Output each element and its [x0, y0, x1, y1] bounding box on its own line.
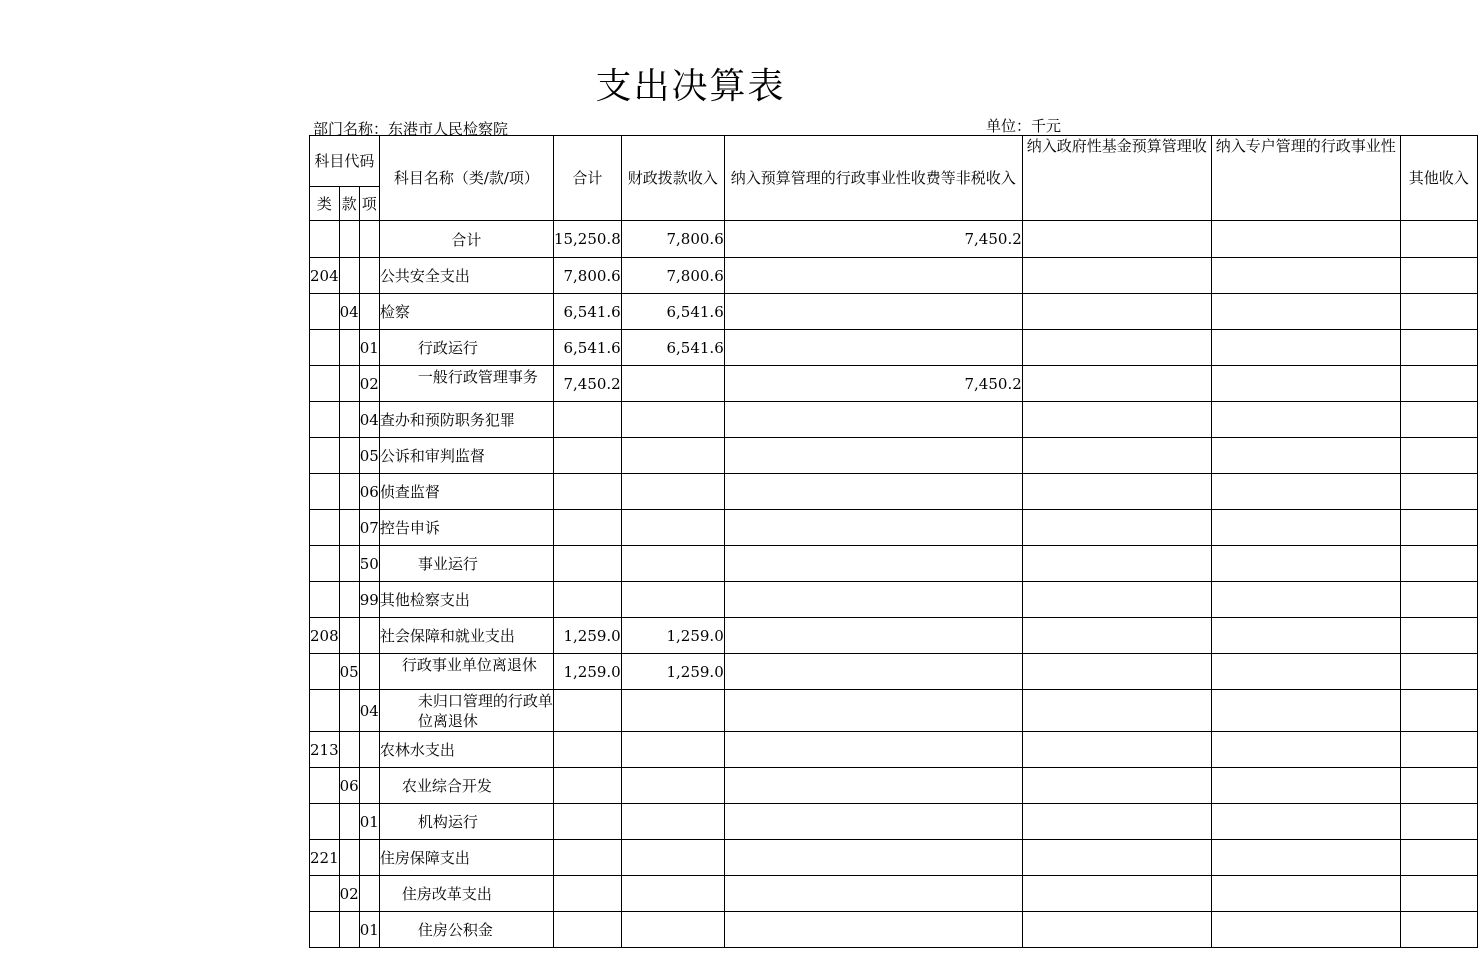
cell-other	[1400, 294, 1477, 330]
cell-lei	[310, 474, 340, 510]
expenditure-table	[309, 135, 1478, 948]
header-total: 合计	[553, 136, 621, 221]
cell-other	[1400, 690, 1477, 732]
cell-kuan	[339, 546, 359, 582]
table-row	[310, 654, 1478, 690]
cell-fiscal	[621, 474, 724, 510]
cell-total: 6,541.6	[553, 294, 621, 330]
cell-lei	[310, 366, 340, 402]
cell-fiscal: 7,800.6	[621, 221, 724, 258]
cell-lei	[310, 654, 340, 690]
cell-budget-nontax	[724, 732, 1022, 768]
cell-special	[1211, 438, 1400, 474]
cell-subject-name: 行政事业单位离退休	[379, 654, 553, 690]
cell-fiscal	[621, 510, 724, 546]
table-row	[310, 294, 1478, 330]
cell-other	[1400, 912, 1477, 948]
cell-other	[1400, 768, 1477, 804]
cell-xiang: 06	[359, 474, 379, 510]
cell-budget-nontax	[724, 474, 1022, 510]
cell-fiscal	[621, 366, 724, 402]
cell-budget-nontax	[724, 804, 1022, 840]
cell-lei	[310, 690, 340, 732]
cell-special	[1211, 258, 1400, 294]
cell-other	[1400, 876, 1477, 912]
cell-gov-fund	[1022, 221, 1211, 258]
cell-kuan	[339, 840, 359, 876]
cell-other	[1400, 654, 1477, 690]
cell-lei	[310, 876, 340, 912]
cell-lei	[310, 438, 340, 474]
cell-gov-fund	[1022, 582, 1211, 618]
table-row	[310, 876, 1478, 912]
cell-budget-nontax	[724, 876, 1022, 912]
cell-xiang	[359, 840, 379, 876]
cell-special	[1211, 768, 1400, 804]
header-lei: 类	[310, 187, 340, 221]
cell-gov-fund	[1022, 546, 1211, 582]
cell-total: 6,541.6	[553, 330, 621, 366]
cell-lei	[310, 221, 340, 258]
cell-kuan: 02	[339, 876, 359, 912]
cell-fiscal	[621, 804, 724, 840]
cell-total	[553, 402, 621, 438]
cell-xiang	[359, 618, 379, 654]
cell-gov-fund	[1022, 690, 1211, 732]
cell-gov-fund	[1022, 366, 1211, 402]
cell-special	[1211, 510, 1400, 546]
cell-gov-fund	[1022, 840, 1211, 876]
department-name: 部门名称：东港市人民检察院	[313, 120, 509, 138]
cell-gov-fund	[1022, 876, 1211, 912]
cell-lei	[310, 546, 340, 582]
cell-total	[553, 582, 621, 618]
cell-special	[1211, 732, 1400, 768]
cell-kuan	[339, 438, 359, 474]
cell-kuan	[339, 690, 359, 732]
cell-subject-name: 检察	[379, 294, 553, 330]
table-row	[310, 618, 1478, 654]
table-row	[310, 690, 1478, 732]
cell-kuan: 04	[339, 294, 359, 330]
cell-lei	[310, 402, 340, 438]
cell-other	[1400, 474, 1477, 510]
cell-subject-name: 侦查监督	[379, 474, 553, 510]
table-row	[310, 438, 1478, 474]
cell-fiscal	[621, 768, 724, 804]
cell-fiscal: 1,259.0	[621, 654, 724, 690]
cell-subject-name: 住房公积金	[379, 912, 553, 948]
cell-xiang	[359, 876, 379, 912]
cell-fiscal: 6,541.6	[621, 294, 724, 330]
cell-budget-nontax: 7,450.2	[724, 366, 1022, 402]
cell-xiang: 01	[359, 912, 379, 948]
cell-gov-fund	[1022, 330, 1211, 366]
cell-fiscal	[621, 876, 724, 912]
cell-special	[1211, 804, 1400, 840]
cell-other	[1400, 804, 1477, 840]
cell-budget-nontax: 7,450.2	[724, 221, 1022, 258]
cell-total: 1,259.0	[553, 654, 621, 690]
cell-xiang	[359, 294, 379, 330]
cell-subject-name: 农林水支出	[379, 732, 553, 768]
table-row	[310, 474, 1478, 510]
header-budget-nontax: 纳入预算管理的行政事业性收费等非税收入	[724, 136, 1022, 221]
cell-gov-fund	[1022, 732, 1211, 768]
cell-fiscal	[621, 582, 724, 618]
cell-subject-name: 控告申诉	[379, 510, 553, 546]
cell-subject-name: 住房保障支出	[379, 840, 553, 876]
header-xiang: 项	[359, 187, 379, 221]
cell-kuan: 06	[339, 768, 359, 804]
cell-subject-name: 其他检察支出	[379, 582, 553, 618]
cell-xiang	[359, 221, 379, 258]
cell-gov-fund	[1022, 402, 1211, 438]
cell-kuan: 05	[339, 654, 359, 690]
cell-subject-name: 社会保障和就业支出	[379, 618, 553, 654]
cell-other	[1400, 618, 1477, 654]
cell-xiang	[359, 768, 379, 804]
header-kuan: 款	[339, 187, 359, 221]
cell-xiang: 99	[359, 582, 379, 618]
cell-kuan	[339, 510, 359, 546]
cell-budget-nontax	[724, 546, 1022, 582]
cell-kuan	[339, 330, 359, 366]
cell-budget-nontax	[724, 840, 1022, 876]
cell-kuan	[339, 258, 359, 294]
table-row	[310, 510, 1478, 546]
cell-gov-fund	[1022, 258, 1211, 294]
cell-fiscal	[621, 438, 724, 474]
cell-other	[1400, 732, 1477, 768]
cell-fiscal: 1,259.0	[621, 618, 724, 654]
cell-special	[1211, 366, 1400, 402]
cell-lei	[310, 768, 340, 804]
table-row	[310, 402, 1478, 438]
cell-other	[1400, 366, 1477, 402]
cell-kuan	[339, 402, 359, 438]
cell-subject-name: 农业综合开发	[379, 768, 553, 804]
cell-total: 7,450.2	[553, 366, 621, 402]
table-row	[310, 912, 1478, 948]
cell-budget-nontax	[724, 510, 1022, 546]
cell-lei: 213	[310, 732, 340, 768]
cell-budget-nontax	[724, 258, 1022, 294]
table-row	[310, 840, 1478, 876]
page-title: 支出决算表	[595, 66, 786, 107]
cell-total	[553, 474, 621, 510]
cell-other	[1400, 221, 1477, 258]
cell-lei: 221	[310, 840, 340, 876]
cell-kuan	[339, 221, 359, 258]
cell-other	[1400, 546, 1477, 582]
cell-other	[1400, 510, 1477, 546]
cell-gov-fund	[1022, 510, 1211, 546]
cell-fiscal	[621, 690, 724, 732]
cell-other	[1400, 258, 1477, 294]
cell-special	[1211, 840, 1400, 876]
table-body	[310, 221, 1478, 948]
cell-special	[1211, 330, 1400, 366]
cell-xiang: 02	[359, 366, 379, 402]
cell-special	[1211, 294, 1400, 330]
table-row	[310, 330, 1478, 366]
cell-xiang: 04	[359, 690, 379, 732]
table-row	[310, 546, 1478, 582]
cell-gov-fund	[1022, 294, 1211, 330]
cell-other	[1400, 402, 1477, 438]
cell-kuan	[339, 474, 359, 510]
cell-subject-name: 一般行政管理事务	[379, 366, 553, 402]
header-other-income: 其他收入	[1400, 136, 1477, 221]
cell-xiang: 01	[359, 804, 379, 840]
table-row	[310, 582, 1478, 618]
cell-budget-nontax	[724, 654, 1022, 690]
cell-total	[553, 438, 621, 474]
cell-fiscal	[621, 912, 724, 948]
cell-gov-fund	[1022, 474, 1211, 510]
cell-budget-nontax	[724, 690, 1022, 732]
cell-fiscal	[621, 402, 724, 438]
unit-label: 单位：千元	[986, 117, 1062, 135]
table-row	[310, 768, 1478, 804]
cell-special	[1211, 876, 1400, 912]
cell-subject-name: 公共安全支出	[379, 258, 553, 294]
cell-kuan	[339, 804, 359, 840]
cell-subject-name: 机构运行	[379, 804, 553, 840]
cell-fiscal	[621, 546, 724, 582]
cell-fiscal	[621, 732, 724, 768]
cell-gov-fund	[1022, 654, 1211, 690]
cell-special	[1211, 474, 1400, 510]
cell-lei	[310, 510, 340, 546]
cell-xiang: 05	[359, 438, 379, 474]
cell-lei	[310, 582, 340, 618]
table-row	[310, 732, 1478, 768]
cell-lei	[310, 804, 340, 840]
header-gov-fund: 纳入政府性基金预算管理收	[1022, 136, 1211, 221]
cell-budget-nontax	[724, 618, 1022, 654]
cell-total: 15,250.8	[553, 221, 621, 258]
cell-subject-name: 合计	[379, 221, 553, 258]
cell-gov-fund	[1022, 804, 1211, 840]
cell-budget-nontax	[724, 768, 1022, 804]
table-row	[310, 366, 1478, 402]
cell-fiscal: 6,541.6	[621, 330, 724, 366]
header-code-group: 科目代码	[310, 136, 380, 187]
cell-budget-nontax	[724, 438, 1022, 474]
header-subject-name: 科目名称（类/款/项）	[379, 136, 553, 221]
cell-other	[1400, 840, 1477, 876]
cell-subject-name: 住房改革支出	[379, 876, 553, 912]
cell-budget-nontax	[724, 294, 1022, 330]
cell-special	[1211, 402, 1400, 438]
cell-lei: 204	[310, 258, 340, 294]
cell-budget-nontax	[724, 330, 1022, 366]
cell-budget-nontax	[724, 912, 1022, 948]
table-row	[310, 258, 1478, 294]
cell-subject-name: 未归口管理的行政单位离退休	[379, 690, 553, 732]
cell-kuan	[339, 912, 359, 948]
cell-xiang: 01	[359, 330, 379, 366]
cell-xiang: 07	[359, 510, 379, 546]
cell-special	[1211, 546, 1400, 582]
cell-total	[553, 546, 621, 582]
cell-gov-fund	[1022, 912, 1211, 948]
header-fiscal-appropriation: 财政拨款收入	[621, 136, 724, 221]
cell-special	[1211, 582, 1400, 618]
cell-lei	[310, 294, 340, 330]
cell-xiang	[359, 732, 379, 768]
cell-subject-name: 公诉和审判监督	[379, 438, 553, 474]
cell-lei	[310, 912, 340, 948]
cell-other	[1400, 438, 1477, 474]
cell-special	[1211, 221, 1400, 258]
cell-subject-name: 查办和预防职务犯罪	[379, 402, 553, 438]
cell-xiang	[359, 258, 379, 294]
cell-gov-fund	[1022, 438, 1211, 474]
cell-fiscal	[621, 840, 724, 876]
cell-total: 1,259.0	[553, 618, 621, 654]
cell-budget-nontax	[724, 582, 1022, 618]
cell-total	[553, 732, 621, 768]
cell-other	[1400, 330, 1477, 366]
cell-gov-fund	[1022, 618, 1211, 654]
cell-special	[1211, 912, 1400, 948]
cell-kuan	[339, 582, 359, 618]
cell-lei: 208	[310, 618, 340, 654]
cell-total	[553, 840, 621, 876]
header-special-account: 纳入专户管理的行政事业性	[1211, 136, 1400, 221]
cell-budget-nontax	[724, 402, 1022, 438]
cell-lei	[310, 330, 340, 366]
table-row	[310, 221, 1478, 258]
cell-kuan	[339, 618, 359, 654]
cell-kuan	[339, 366, 359, 402]
cell-total	[553, 804, 621, 840]
cell-xiang: 50	[359, 546, 379, 582]
cell-subject-name: 事业运行	[379, 546, 553, 582]
cell-total	[553, 510, 621, 546]
cell-total	[553, 912, 621, 948]
cell-total	[553, 768, 621, 804]
cell-other	[1400, 582, 1477, 618]
cell-fiscal: 7,800.6	[621, 258, 724, 294]
cell-total	[553, 876, 621, 912]
cell-subject-name: 行政运行	[379, 330, 553, 366]
cell-special	[1211, 654, 1400, 690]
cell-xiang	[359, 654, 379, 690]
cell-kuan	[339, 732, 359, 768]
cell-special	[1211, 618, 1400, 654]
cell-gov-fund	[1022, 768, 1211, 804]
table-row	[310, 804, 1478, 840]
cell-special	[1211, 690, 1400, 732]
cell-total	[553, 690, 621, 732]
cell-total: 7,800.6	[553, 258, 621, 294]
cell-xiang: 04	[359, 402, 379, 438]
